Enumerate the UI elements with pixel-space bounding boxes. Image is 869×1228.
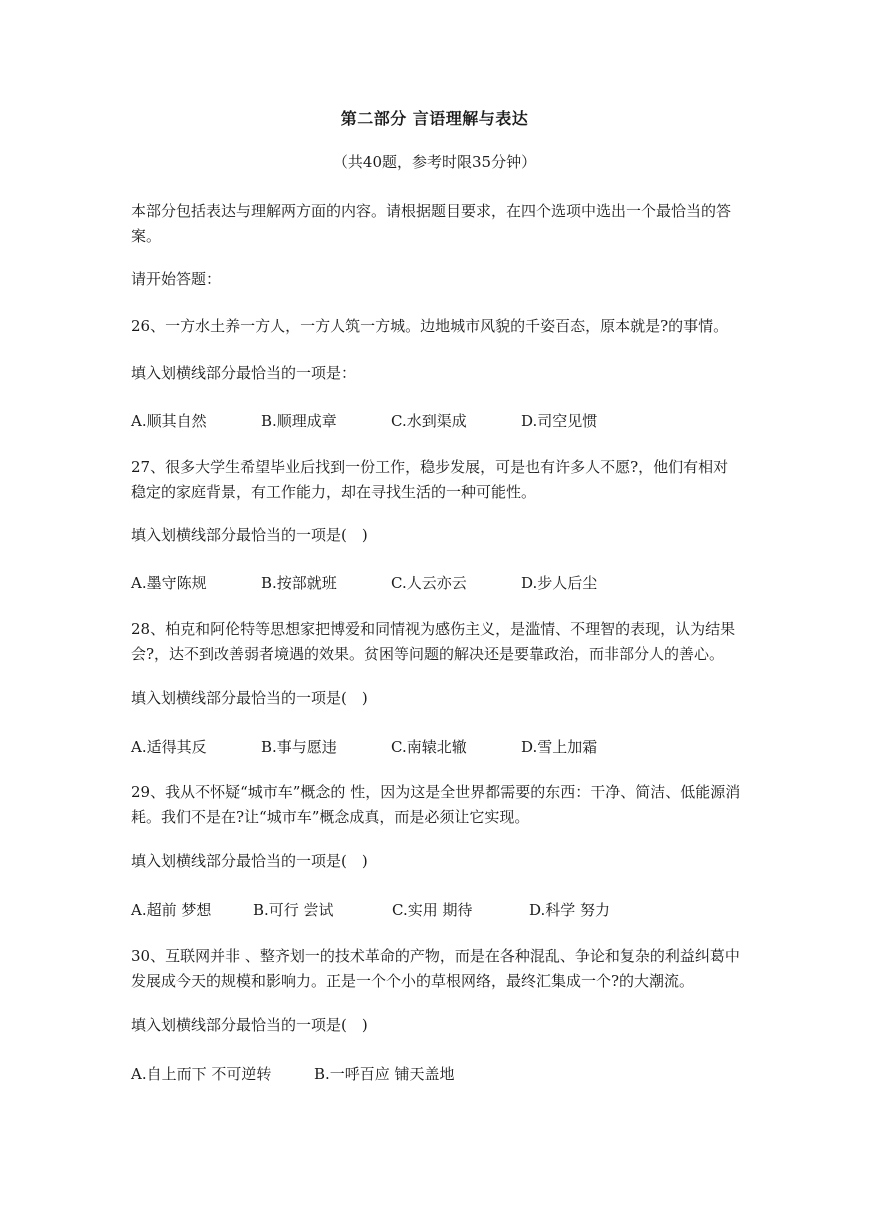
question-27-prompt: 填入划横线部分最恰当的一项是( ) <box>131 526 368 544</box>
question-29-options <box>131 899 610 920</box>
question-26-options <box>131 410 597 431</box>
option-c: C.人云亦云 <box>391 574 467 592</box>
question-28-prompt: 填入划横线部分最恰当的一项是( ) <box>131 689 368 707</box>
option-d: D.步人后尘 <box>521 574 598 592</box>
option-c: C.水到渠成 <box>391 412 467 430</box>
question-29-stem: 29、我从不怀疑“城市车”概念的 性，因为这是全世界都需要的东西：干净、简洁、低能源消耗。我们不是在?让“城市车”概念成真，而是必须让它实现。 <box>131 783 741 826</box>
option-d: D.司空见惯 <box>521 412 598 430</box>
question-26-prompt: 填入划横线部分最恰当的一项是： <box>131 364 357 382</box>
question-28-stem: 28、柏克和阿伦特等思想家把博爱和同情视为感伤主义，是滥情、不理智的表现，认为结果会?，达不到改善弱者境遇的效果。贫困等问题的解决还是要靠政治，而非部分人的善心。 <box>131 620 736 663</box>
option-b: B.事与愿违 <box>261 738 337 756</box>
option-b: B.可行 尝试 <box>253 901 334 919</box>
question-26-stem: 26、一方水土养一方人，一方人筑一方城。边地城市风貌的千姿百态，原本就是?的事情。 <box>131 317 729 335</box>
option-c: C.实用 期待 <box>392 901 473 919</box>
question-29-prompt: 填入划横线部分最恰当的一项是( ) <box>131 852 368 870</box>
option-b: B.顺理成章 <box>261 412 337 430</box>
section-title: 第二部分 言语理解与表达 <box>340 109 529 128</box>
question-30-stem: 30、互联网并非 、整齐划一的技术革命的产物，而是在各种混乱、争论和复杂的利益纠葛中发展成今天的规模和影响力。正是一个个小的草根网络，最终汇集成一个?的大潮流。 <box>131 947 740 990</box>
option-d: D.科学 努力 <box>529 901 611 919</box>
intro-paragraph: 本部分包括表达与理解两方面的内容。请根据题目要求，在四个选项中选出一个最恰当的答案。 <box>131 202 732 245</box>
option-b: B.一呼百应 铺天盖地 <box>314 1065 455 1083</box>
option-a: A.自上而下 不可逆转 <box>131 1065 272 1083</box>
section-subtitle: （共40题，参考时限35分钟） <box>332 153 537 171</box>
option-a: A.适得其反 <box>131 738 207 756</box>
question-28-options <box>131 736 597 757</box>
question-27-stem: 27、很多大学生希望毕业后找到一份工作，稳步发展，可是也有许多人不愿?，他们有相对稳定的家庭背景，有工作能力，却在寻找生活的一种可能性。 <box>131 458 729 501</box>
option-a: A.顺其自然 <box>131 412 207 430</box>
start-instruction: 请开始答题： <box>131 270 222 288</box>
option-a: A.超前 梦想 <box>131 901 212 919</box>
option-a: A.墨守陈规 <box>131 574 207 592</box>
option-b: B.按部就班 <box>261 574 337 592</box>
option-c: C.南辕北辙 <box>391 738 467 756</box>
question-27-options <box>131 572 597 593</box>
question-30-prompt: 填入划横线部分最恰当的一项是( ) <box>131 1016 368 1034</box>
option-d: D.雪上加霜 <box>521 738 598 756</box>
question-30-options <box>131 1063 455 1084</box>
